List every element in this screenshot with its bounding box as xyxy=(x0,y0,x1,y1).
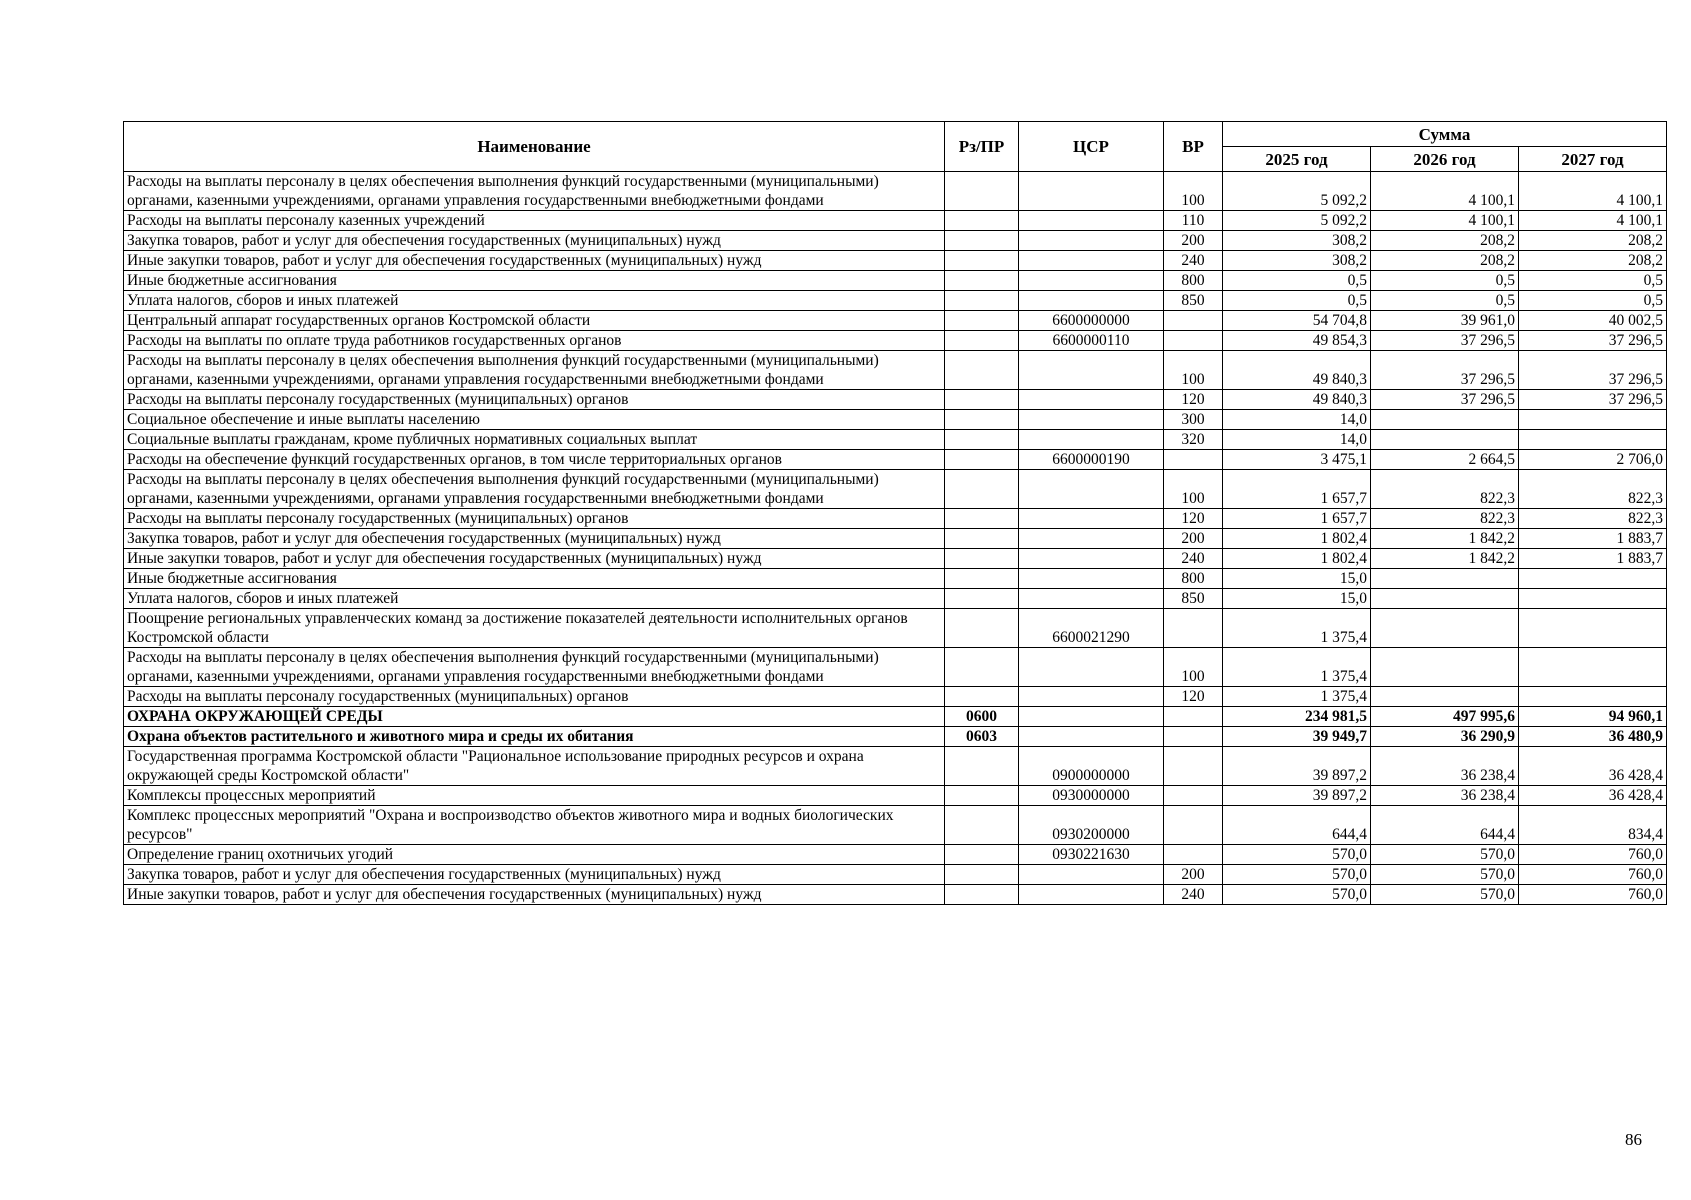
row-rzpr-cell xyxy=(945,648,1019,687)
row-2027-cell: 208,2 xyxy=(1519,251,1667,271)
row-rzpr-cell xyxy=(945,470,1019,509)
row-2025-cell: 39 897,2 xyxy=(1223,786,1371,806)
row-2026-cell: 37 296,5 xyxy=(1371,390,1519,410)
row-2025-cell: 49 840,3 xyxy=(1223,351,1371,390)
row-2027-cell: 1 883,7 xyxy=(1519,549,1667,569)
row-name-cell: Социальные выплаты гражданам, кроме публичных нормативных социальных выплат xyxy=(124,430,945,450)
row-csr-cell: 0900000000 xyxy=(1019,747,1164,786)
row-csr-cell xyxy=(1019,885,1164,905)
row-2026-cell: 4 100,1 xyxy=(1371,172,1519,211)
row-csr-cell xyxy=(1019,549,1164,569)
table-row xyxy=(124,390,1667,410)
row-2026-cell: 208,2 xyxy=(1371,231,1519,251)
row-name-cell: Расходы на выплаты персоналу государственных (муниципальных) органов xyxy=(124,390,945,410)
row-csr-cell xyxy=(1019,727,1164,747)
row-vr-cell: 240 xyxy=(1164,251,1223,271)
row-csr-cell xyxy=(1019,390,1164,410)
row-2027-cell xyxy=(1519,687,1667,707)
row-vr-cell: 100 xyxy=(1164,648,1223,687)
row-2027-cell: 760,0 xyxy=(1519,885,1667,905)
row-2027-cell: 36 480,9 xyxy=(1519,727,1667,747)
row-name-cell: Определение границ охотничьих угодий xyxy=(124,845,945,865)
row-2027-cell: 0,5 xyxy=(1519,291,1667,311)
row-vr-cell xyxy=(1164,311,1223,331)
table-row xyxy=(124,648,1667,687)
row-csr-cell xyxy=(1019,211,1164,231)
row-rzpr-cell xyxy=(945,311,1019,331)
row-name-cell: Уплата налогов, сборов и иных платежей xyxy=(124,291,945,311)
row-2025-cell: 1 375,4 xyxy=(1223,687,1371,707)
row-rzpr-cell xyxy=(945,885,1019,905)
row-2027-cell xyxy=(1519,648,1667,687)
table-row xyxy=(124,351,1667,390)
row-vr-cell xyxy=(1164,331,1223,351)
row-rzpr-cell xyxy=(945,529,1019,549)
table-row xyxy=(124,806,1667,845)
row-vr-cell: 100 xyxy=(1164,351,1223,390)
table-row xyxy=(124,549,1667,569)
row-2025-cell: 570,0 xyxy=(1223,885,1371,905)
table-row xyxy=(124,410,1667,430)
row-rzpr-cell xyxy=(945,687,1019,707)
row-2026-cell: 570,0 xyxy=(1371,885,1519,905)
row-2027-cell xyxy=(1519,589,1667,609)
row-2026-cell: 36 238,4 xyxy=(1371,786,1519,806)
row-name-cell: Расходы на выплаты персоналу в целях обеспечения выполнения функций государственными (муниципальными) органами, казенными учреждениями, органами управления государственными внебюджетными фондами xyxy=(124,470,945,509)
row-2027-cell: 4 100,1 xyxy=(1519,172,1667,211)
row-2027-cell: 36 428,4 xyxy=(1519,786,1667,806)
row-2025-cell: 3 475,1 xyxy=(1223,450,1371,470)
row-2026-cell: 570,0 xyxy=(1371,865,1519,885)
row-name-cell: Комплексы процессных мероприятий xyxy=(124,786,945,806)
row-vr-cell: 100 xyxy=(1164,172,1223,211)
row-2025-cell: 5 092,2 xyxy=(1223,172,1371,211)
row-rzpr-cell xyxy=(945,351,1019,390)
row-2026-cell xyxy=(1371,687,1519,707)
row-rzpr-cell xyxy=(945,747,1019,786)
row-2026-cell: 644,4 xyxy=(1371,806,1519,845)
row-name-cell: Закупка товаров, работ и услуг для обеспечения государственных (муниципальных) нужд xyxy=(124,231,945,251)
table-row xyxy=(124,231,1667,251)
row-2025-cell: 15,0 xyxy=(1223,589,1371,609)
row-2026-cell: 37 296,5 xyxy=(1371,351,1519,390)
row-2026-cell: 570,0 xyxy=(1371,845,1519,865)
header-year-2027: 2027 год xyxy=(1519,147,1667,172)
row-vr-cell: 850 xyxy=(1164,589,1223,609)
row-name-cell: Расходы на выплаты персоналу в целях обеспечения выполнения функций государственными (муниципальными) органами, казенными учреждениями, органами управления государственными внебюджетными фондами xyxy=(124,648,945,687)
header-csr: ЦСР xyxy=(1019,122,1164,172)
row-2027-cell: 94 960,1 xyxy=(1519,707,1667,727)
row-vr-cell xyxy=(1164,727,1223,747)
row-2025-cell: 39 949,7 xyxy=(1223,727,1371,747)
table-row xyxy=(124,569,1667,589)
row-2025-cell: 15,0 xyxy=(1223,569,1371,589)
row-rzpr-cell xyxy=(945,211,1019,231)
table-row xyxy=(124,291,1667,311)
row-2026-cell xyxy=(1371,569,1519,589)
row-2025-cell: 14,0 xyxy=(1223,430,1371,450)
table-row xyxy=(124,450,1667,470)
table-row xyxy=(124,529,1667,549)
row-2025-cell: 644,4 xyxy=(1223,806,1371,845)
row-2026-cell: 0,5 xyxy=(1371,271,1519,291)
row-csr-cell: 0930000000 xyxy=(1019,786,1164,806)
row-2027-cell: 760,0 xyxy=(1519,845,1667,865)
header-name: Наименование xyxy=(124,122,945,172)
row-vr-cell: 300 xyxy=(1164,410,1223,430)
row-csr-cell xyxy=(1019,589,1164,609)
row-vr-cell: 320 xyxy=(1164,430,1223,450)
row-2026-cell: 497 995,6 xyxy=(1371,707,1519,727)
row-2025-cell: 1 657,7 xyxy=(1223,509,1371,529)
row-2027-cell xyxy=(1519,410,1667,430)
row-vr-cell xyxy=(1164,609,1223,648)
row-2027-cell xyxy=(1519,569,1667,589)
table-row xyxy=(124,707,1667,727)
table-row xyxy=(124,172,1667,211)
row-csr-cell xyxy=(1019,509,1164,529)
row-csr-cell xyxy=(1019,529,1164,549)
row-csr-cell xyxy=(1019,410,1164,430)
row-2026-cell xyxy=(1371,430,1519,450)
table-row xyxy=(124,747,1667,786)
row-name-cell: Иные бюджетные ассигнования xyxy=(124,271,945,291)
row-vr-cell xyxy=(1164,806,1223,845)
row-name-cell: Иные закупки товаров, работ и услуг для обеспечения государственных (муниципальных) нужд xyxy=(124,885,945,905)
header-vr: ВР xyxy=(1164,122,1223,172)
row-2026-cell: 1 842,2 xyxy=(1371,529,1519,549)
table-row xyxy=(124,211,1667,231)
row-2026-cell: 36 290,9 xyxy=(1371,727,1519,747)
row-2025-cell: 570,0 xyxy=(1223,865,1371,885)
row-rzpr-cell: 0600 xyxy=(945,707,1019,727)
row-csr-cell xyxy=(1019,172,1164,211)
row-2025-cell: 49 840,3 xyxy=(1223,390,1371,410)
table-row xyxy=(124,470,1667,509)
row-vr-cell: 200 xyxy=(1164,529,1223,549)
row-rzpr-cell xyxy=(945,172,1019,211)
row-csr-cell: 6600021290 xyxy=(1019,609,1164,648)
row-2025-cell: 14,0 xyxy=(1223,410,1371,430)
row-rzpr-cell xyxy=(945,410,1019,430)
row-csr-cell: 6600000110 xyxy=(1019,331,1164,351)
row-name-cell: Расходы на выплаты персоналу казенных учреждений xyxy=(124,211,945,231)
table-row xyxy=(124,865,1667,885)
row-rzpr-cell: 0603 xyxy=(945,727,1019,747)
row-2027-cell: 2 706,0 xyxy=(1519,450,1667,470)
row-2027-cell: 1 883,7 xyxy=(1519,529,1667,549)
header-rzpr: Рз/ПР xyxy=(945,122,1019,172)
row-vr-cell xyxy=(1164,786,1223,806)
row-rzpr-cell xyxy=(945,609,1019,648)
row-rzpr-cell xyxy=(945,786,1019,806)
header-sum: Сумма xyxy=(1223,122,1667,147)
row-rzpr-cell xyxy=(945,430,1019,450)
row-2027-cell: 822,3 xyxy=(1519,509,1667,529)
row-vr-cell: 850 xyxy=(1164,291,1223,311)
row-vr-cell xyxy=(1164,707,1223,727)
row-rzpr-cell xyxy=(945,865,1019,885)
row-vr-cell: 800 xyxy=(1164,271,1223,291)
row-name-cell: Уплата налогов, сборов и иных платежей xyxy=(124,589,945,609)
row-csr-cell xyxy=(1019,648,1164,687)
row-csr-cell xyxy=(1019,351,1164,390)
row-2025-cell: 5 092,2 xyxy=(1223,211,1371,231)
row-csr-cell xyxy=(1019,470,1164,509)
row-name-cell: Расходы на выплаты по оплате труда работников государственных органов xyxy=(124,331,945,351)
row-rzpr-cell xyxy=(945,589,1019,609)
table-row xyxy=(124,311,1667,331)
row-rzpr-cell xyxy=(945,251,1019,271)
row-vr-cell: 120 xyxy=(1164,390,1223,410)
row-name-cell: Центральный аппарат государственных органов Костромской области xyxy=(124,311,945,331)
table-body xyxy=(124,172,1667,905)
row-name-cell: Комплекс процессных мероприятий "Охрана и воспроизводство объектов животного мира и водных биологических ресурсов" xyxy=(124,806,945,845)
row-rzpr-cell xyxy=(945,509,1019,529)
table-row xyxy=(124,251,1667,271)
row-2027-cell: 208,2 xyxy=(1519,231,1667,251)
row-name-cell: ОХРАНА ОКРУЖАЮЩЕЙ СРЕДЫ xyxy=(124,707,945,727)
row-2027-cell: 822,3 xyxy=(1519,470,1667,509)
row-rzpr-cell xyxy=(945,390,1019,410)
row-name-cell: Иные закупки товаров, работ и услуг для обеспечения государственных (муниципальных) нужд xyxy=(124,549,945,569)
row-2026-cell: 208,2 xyxy=(1371,251,1519,271)
page-number: 86 xyxy=(1625,1130,1642,1149)
row-2025-cell: 570,0 xyxy=(1223,845,1371,865)
row-csr-cell xyxy=(1019,271,1164,291)
table-row xyxy=(124,509,1667,529)
row-rzpr-cell xyxy=(945,806,1019,845)
row-vr-cell: 100 xyxy=(1164,470,1223,509)
row-2025-cell: 0,5 xyxy=(1223,291,1371,311)
row-rzpr-cell xyxy=(945,271,1019,291)
row-name-cell: Расходы на выплаты персоналу в целях обеспечения выполнения функций государственными (муниципальными) органами, казенными учреждениями, органами управления государственными внебюджетными фондами xyxy=(124,172,945,211)
row-rzpr-cell xyxy=(945,450,1019,470)
row-2026-cell: 4 100,1 xyxy=(1371,211,1519,231)
row-2026-cell: 1 842,2 xyxy=(1371,549,1519,569)
table-row xyxy=(124,609,1667,648)
row-csr-cell: 6600000190 xyxy=(1019,450,1164,470)
row-csr-cell xyxy=(1019,707,1164,727)
row-2027-cell: 37 296,5 xyxy=(1519,331,1667,351)
row-2026-cell xyxy=(1371,609,1519,648)
row-name-cell: Расходы на обеспечение функций государственных органов, в том числе территориальных органов xyxy=(124,450,945,470)
row-name-cell: Закупка товаров, работ и услуг для обеспечения государственных (муниципальных) нужд xyxy=(124,529,945,549)
row-2027-cell xyxy=(1519,609,1667,648)
row-2026-cell: 822,3 xyxy=(1371,509,1519,529)
row-rzpr-cell xyxy=(945,291,1019,311)
row-csr-cell xyxy=(1019,865,1164,885)
row-2027-cell: 37 296,5 xyxy=(1519,351,1667,390)
row-csr-cell xyxy=(1019,251,1164,271)
row-csr-cell xyxy=(1019,291,1164,311)
row-rzpr-cell xyxy=(945,231,1019,251)
table-row xyxy=(124,727,1667,747)
row-2025-cell: 39 897,2 xyxy=(1223,747,1371,786)
table-row xyxy=(124,430,1667,450)
row-2026-cell: 36 238,4 xyxy=(1371,747,1519,786)
row-2025-cell: 54 704,8 xyxy=(1223,311,1371,331)
budget-table xyxy=(123,121,1667,905)
table-row xyxy=(124,786,1667,806)
row-vr-cell: 120 xyxy=(1164,509,1223,529)
row-name-cell: Охрана объектов растительного и животного мира и среды их обитания xyxy=(124,727,945,747)
row-name-cell: Расходы на выплаты персоналу в целях обеспечения выполнения функций государственными (муниципальными) органами, казенными учреждениями, органами управления государственными внебюджетными фондами xyxy=(124,351,945,390)
row-2027-cell: 36 428,4 xyxy=(1519,747,1667,786)
row-name-cell: Государственная программа Костромской области "Рациональное использование природных ресурсов и охрана окружающей среды Костромской области" xyxy=(124,747,945,786)
row-2027-cell: 4 100,1 xyxy=(1519,211,1667,231)
header-year-2025: 2025 год xyxy=(1223,147,1371,172)
row-vr-cell xyxy=(1164,845,1223,865)
row-2026-cell: 0,5 xyxy=(1371,291,1519,311)
row-name-cell: Поощрение региональных управленческих команд за достижение показателей деятельности исполнительных органов Костромской области xyxy=(124,609,945,648)
row-2026-cell xyxy=(1371,410,1519,430)
row-rzpr-cell xyxy=(945,845,1019,865)
row-csr-cell xyxy=(1019,231,1164,251)
row-vr-cell xyxy=(1164,450,1223,470)
row-2025-cell: 1 375,4 xyxy=(1223,648,1371,687)
row-2027-cell: 37 296,5 xyxy=(1519,390,1667,410)
row-vr-cell: 200 xyxy=(1164,231,1223,251)
table-row xyxy=(124,271,1667,291)
row-2027-cell: 0,5 xyxy=(1519,271,1667,291)
row-name-cell: Социальное обеспечение и иные выплаты населению xyxy=(124,410,945,430)
row-2027-cell xyxy=(1519,430,1667,450)
row-2025-cell: 1 802,4 xyxy=(1223,549,1371,569)
row-name-cell: Закупка товаров, работ и услуг для обеспечения государственных (муниципальных) нужд xyxy=(124,865,945,885)
row-name-cell: Расходы на выплаты персоналу государственных (муниципальных) органов xyxy=(124,509,945,529)
row-rzpr-cell xyxy=(945,331,1019,351)
row-2025-cell: 308,2 xyxy=(1223,251,1371,271)
row-2026-cell: 2 664,5 xyxy=(1371,450,1519,470)
row-csr-cell xyxy=(1019,430,1164,450)
row-csr-cell xyxy=(1019,569,1164,589)
table-row xyxy=(124,589,1667,609)
row-2025-cell: 0,5 xyxy=(1223,271,1371,291)
row-2027-cell: 760,0 xyxy=(1519,865,1667,885)
row-2025-cell: 1 802,4 xyxy=(1223,529,1371,549)
row-2025-cell: 49 854,3 xyxy=(1223,331,1371,351)
table-row xyxy=(124,885,1667,905)
row-2026-cell: 37 296,5 xyxy=(1371,331,1519,351)
row-vr-cell: 240 xyxy=(1164,549,1223,569)
row-name-cell: Расходы на выплаты персоналу государственных (муниципальных) органов xyxy=(124,687,945,707)
row-name-cell: Иные бюджетные ассигнования xyxy=(124,569,945,589)
row-csr-cell: 0930200000 xyxy=(1019,806,1164,845)
table-row xyxy=(124,845,1667,865)
row-2026-cell: 39 961,0 xyxy=(1371,311,1519,331)
row-vr-cell: 110 xyxy=(1164,211,1223,231)
row-name-cell: Иные закупки товаров, работ и услуг для обеспечения государственных (муниципальных) нужд xyxy=(124,251,945,271)
row-csr-cell: 0930221630 xyxy=(1019,845,1164,865)
row-rzpr-cell xyxy=(945,549,1019,569)
row-vr-cell: 240 xyxy=(1164,885,1223,905)
row-2026-cell xyxy=(1371,589,1519,609)
table-row xyxy=(124,331,1667,351)
row-vr-cell: 800 xyxy=(1164,569,1223,589)
row-vr-cell: 200 xyxy=(1164,865,1223,885)
row-vr-cell: 120 xyxy=(1164,687,1223,707)
row-2025-cell: 1 375,4 xyxy=(1223,609,1371,648)
row-rzpr-cell xyxy=(945,569,1019,589)
row-2027-cell: 40 002,5 xyxy=(1519,311,1667,331)
row-2025-cell: 1 657,7 xyxy=(1223,470,1371,509)
row-2025-cell: 234 981,5 xyxy=(1223,707,1371,727)
table-row xyxy=(124,687,1667,707)
row-2026-cell: 822,3 xyxy=(1371,470,1519,509)
header-year-2026: 2026 год xyxy=(1371,147,1519,172)
row-2025-cell: 308,2 xyxy=(1223,231,1371,251)
row-vr-cell xyxy=(1164,747,1223,786)
row-2027-cell: 834,4 xyxy=(1519,806,1667,845)
row-csr-cell xyxy=(1019,687,1164,707)
row-2026-cell xyxy=(1371,648,1519,687)
row-csr-cell: 6600000000 xyxy=(1019,311,1164,331)
